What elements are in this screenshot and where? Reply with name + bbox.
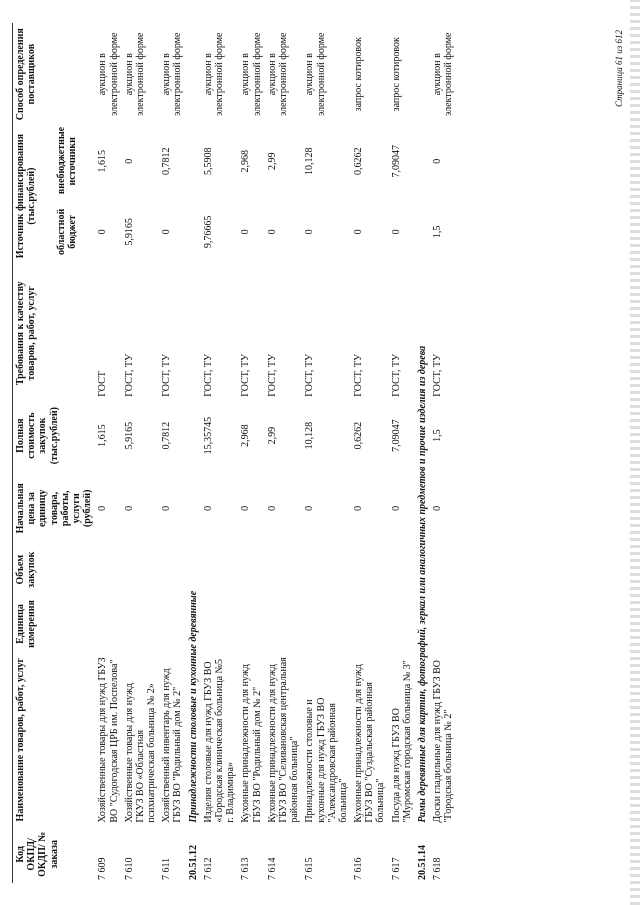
row-method: запрос котировок <box>353 37 365 112</box>
row-name: Кухонные принадлежности для нужд ГБУЗ ВО "Родильный дом № 2" <box>240 664 263 823</box>
row-unit <box>122 594 160 653</box>
row-unit <box>430 594 456 653</box>
row-unit <box>238 594 264 653</box>
header-total-cost: Полная стоимость закупок (тыс.рублей) <box>13 400 96 472</box>
row-name: Хозяйственные товары для нужд ГКУЗ ВО «Областная психиатрическая больница № 2» <box>123 683 158 823</box>
group-title: Рамы деревянные для картин, фотографий, зеркал или аналогичных предметов и прочие изделия из дерева <box>417 345 428 823</box>
row-quality: ГОСТ, ТУ <box>390 353 402 397</box>
row-total-cost: 7,09047 <box>390 419 402 452</box>
row-code: 7 616 <box>353 857 365 880</box>
row-total-cost: 2,968 <box>240 424 252 447</box>
row-start-price: 0 <box>123 505 135 511</box>
row-method: аукцион в электронной форме <box>161 32 184 116</box>
row-total-cost: 0,6262 <box>353 421 365 450</box>
row-code: 7 613 <box>240 857 252 880</box>
row-code: 7 614 <box>266 857 278 880</box>
row-quality: ГОСТ, ТУ <box>161 353 173 397</box>
header-funding: Источник финансирования (тыс.рублей) <box>13 125 55 266</box>
row-total-cost: 15,35745 <box>202 416 214 455</box>
row-volume <box>95 545 121 594</box>
row-unit <box>265 594 303 653</box>
row-method: аукцион в электронной форме <box>97 32 120 116</box>
row-total-cost: 1,5 <box>432 429 444 442</box>
row-volume <box>238 545 264 594</box>
group-row <box>186 23 201 883</box>
row-quality: ГОСТ, ТУ <box>304 353 316 397</box>
table-header <box>13 23 96 883</box>
scan-edge-artifact <box>630 0 640 905</box>
row-total-cost: 5,9165 <box>123 421 135 450</box>
header-method: Способ определения поставщиков <box>13 23 96 125</box>
procurement-table <box>12 23 457 883</box>
row-start-price: 0 <box>266 505 278 511</box>
table-row <box>95 23 121 883</box>
table-row <box>351 23 389 883</box>
table-row <box>389 23 415 883</box>
row-quality: ГОСТ, ТУ <box>123 353 135 397</box>
row-name: Изделия столовые для нужд ГБУЗ ВО «Городская клиническая больница №5 г. Владимира» <box>202 658 237 823</box>
row-code: 7 612 <box>202 857 214 880</box>
row-name: Кухонные принадлежности для нужд ГБУЗ ВО "Суздальская районная больница" <box>353 664 387 823</box>
group-row <box>415 23 430 883</box>
group-title: Принадлежности столовые и кухонные деревянные <box>187 590 199 823</box>
row-volume <box>159 545 185 594</box>
row-code: 7 610 <box>123 857 135 880</box>
row-volume <box>302 545 351 594</box>
row-quality: ГОСТ, ТУ <box>353 353 365 397</box>
group-code: 20.51.14 <box>417 845 428 880</box>
row-code: 7 609 <box>97 857 109 880</box>
row-funding-offbudget: 2,99 <box>266 152 278 171</box>
row-unit <box>201 594 239 653</box>
row-quality: ГОСТ, ТУ <box>202 353 214 397</box>
row-funding-offbudget: 5,5908 <box>202 147 214 176</box>
row-funding-regional: 0 <box>266 229 278 235</box>
row-unit <box>159 594 185 653</box>
row-quality: ГОСТ, ТУ <box>432 353 444 397</box>
row-total-cost: 1,615 <box>97 424 109 447</box>
row-volume <box>122 545 160 594</box>
row-start-price: 0 <box>432 505 444 511</box>
row-name: Хозяйственные товары для нужд ГБУЗ ВО "Судогодская ЦРБ им. Поспелова" <box>97 657 120 823</box>
table-body <box>95 23 456 883</box>
row-code: 7 618 <box>432 857 444 880</box>
row-quality: ГОСТ, ТУ <box>240 353 252 397</box>
header-funding-offbudget: внебюджетные источники <box>56 126 79 195</box>
row-method: аукцион в электронной форме <box>123 32 146 116</box>
row-name: Доски гладильные для нужд ГБУЗ ВО "Городская больница № 2" <box>432 660 455 823</box>
row-method: аукцион в электронной форме <box>432 32 455 116</box>
group-code: 20.51.12 <box>187 845 199 880</box>
row-method: аукцион в электронной форме <box>266 32 289 116</box>
row-funding-offbudget: 7,09047 <box>390 145 402 178</box>
table-row <box>265 23 303 883</box>
row-name: Принадлежности столовые и кухонные для нужд ГБУЗ ВО "Александровская районная больница" <box>304 697 349 823</box>
table-row <box>122 23 160 883</box>
row-volume <box>265 545 303 594</box>
row-funding-regional: 1,5 <box>432 225 444 239</box>
row-total-cost: 0,7812 <box>161 421 173 450</box>
row-method: аукцион в электронной форме <box>240 32 263 116</box>
row-name: Посуда для нужд ГБУЗ ВО "Муромская городская больница № 3" <box>390 660 413 823</box>
header-name: Наименование товаров, работ, услуг <box>13 654 96 826</box>
row-funding-regional: 9,76665 <box>202 215 214 249</box>
row-funding-offbudget: 0,6262 <box>353 147 365 176</box>
row-name: Хозяйственный инвентарь для нужд ГБУЗ ВО "Родильный дом № 2" <box>161 668 184 823</box>
row-funding-offbudget: 0,7812 <box>161 147 173 176</box>
row-unit <box>302 594 351 653</box>
header-volume: Объем закупок <box>13 545 96 594</box>
row-method: аукцион в электронной форме <box>202 32 225 116</box>
row-funding-offbudget: 1,615 <box>97 150 109 173</box>
row-start-price: 0 <box>390 505 402 511</box>
row-funding-regional: 5,9165 <box>123 218 135 246</box>
row-start-price: 0 <box>353 505 365 511</box>
row-quality: ГОСТ, ТУ <box>266 353 278 397</box>
table-row <box>201 23 239 883</box>
row-quality: ГОСТ <box>97 371 109 397</box>
row-code: 7 617 <box>390 857 402 880</box>
table-row <box>159 23 185 883</box>
row-unit <box>95 594 121 653</box>
row-unit <box>351 594 389 653</box>
header-funding-regional: областной бюджет <box>56 208 79 256</box>
row-funding-offbudget: 2,968 <box>240 150 252 173</box>
row-start-price: 0 <box>161 505 173 511</box>
row-code: 7 615 <box>304 857 316 880</box>
header-code: Код ОКПД/ ОКДП/ № заказа <box>13 826 96 883</box>
table-row <box>238 23 264 883</box>
row-total-cost: 2,99 <box>266 426 278 445</box>
header-unit: Единица измерения <box>13 594 96 653</box>
row-funding-regional: 0 <box>304 229 316 235</box>
row-method: аукцион в электронной форме <box>304 32 327 116</box>
row-unit <box>389 594 415 653</box>
row-method: запрос котировок <box>390 37 402 112</box>
header-quality: Требования к качеству товаров, работ, услуг <box>13 267 96 400</box>
row-volume <box>430 545 456 594</box>
row-start-price: 0 <box>304 505 316 511</box>
row-volume <box>389 545 415 594</box>
row-start-price: 0 <box>202 505 214 511</box>
row-funding-regional: 0 <box>161 229 173 235</box>
row-funding-offbudget: 0 <box>123 158 135 164</box>
row-funding-regional: 0 <box>390 229 402 235</box>
row-funding-regional: 0 <box>353 229 365 235</box>
row-name: Кухонные принадлежности для нужд ГБУЗ ВО "Селивановская центральная районная больница" <box>266 657 301 823</box>
row-volume <box>201 545 239 594</box>
row-funding-offbudget: 0 <box>432 158 444 164</box>
row-start-price: 0 <box>97 505 109 511</box>
row-volume <box>351 545 389 594</box>
row-total-cost: 10,128 <box>304 421 316 450</box>
row-funding-regional: 0 <box>97 229 109 235</box>
row-code: 7 611 <box>161 857 173 880</box>
row-funding-regional: 0 <box>240 229 252 235</box>
header-start-price: Начальная цена за единицу товара, работы, услуги (рублей) <box>13 471 96 545</box>
table-row <box>302 23 351 883</box>
table-row <box>430 23 456 883</box>
row-funding-offbudget: 10,128 <box>304 147 316 176</box>
page-number: Страница 61 из 612 <box>614 30 624 107</box>
row-start-price: 0 <box>240 505 252 511</box>
